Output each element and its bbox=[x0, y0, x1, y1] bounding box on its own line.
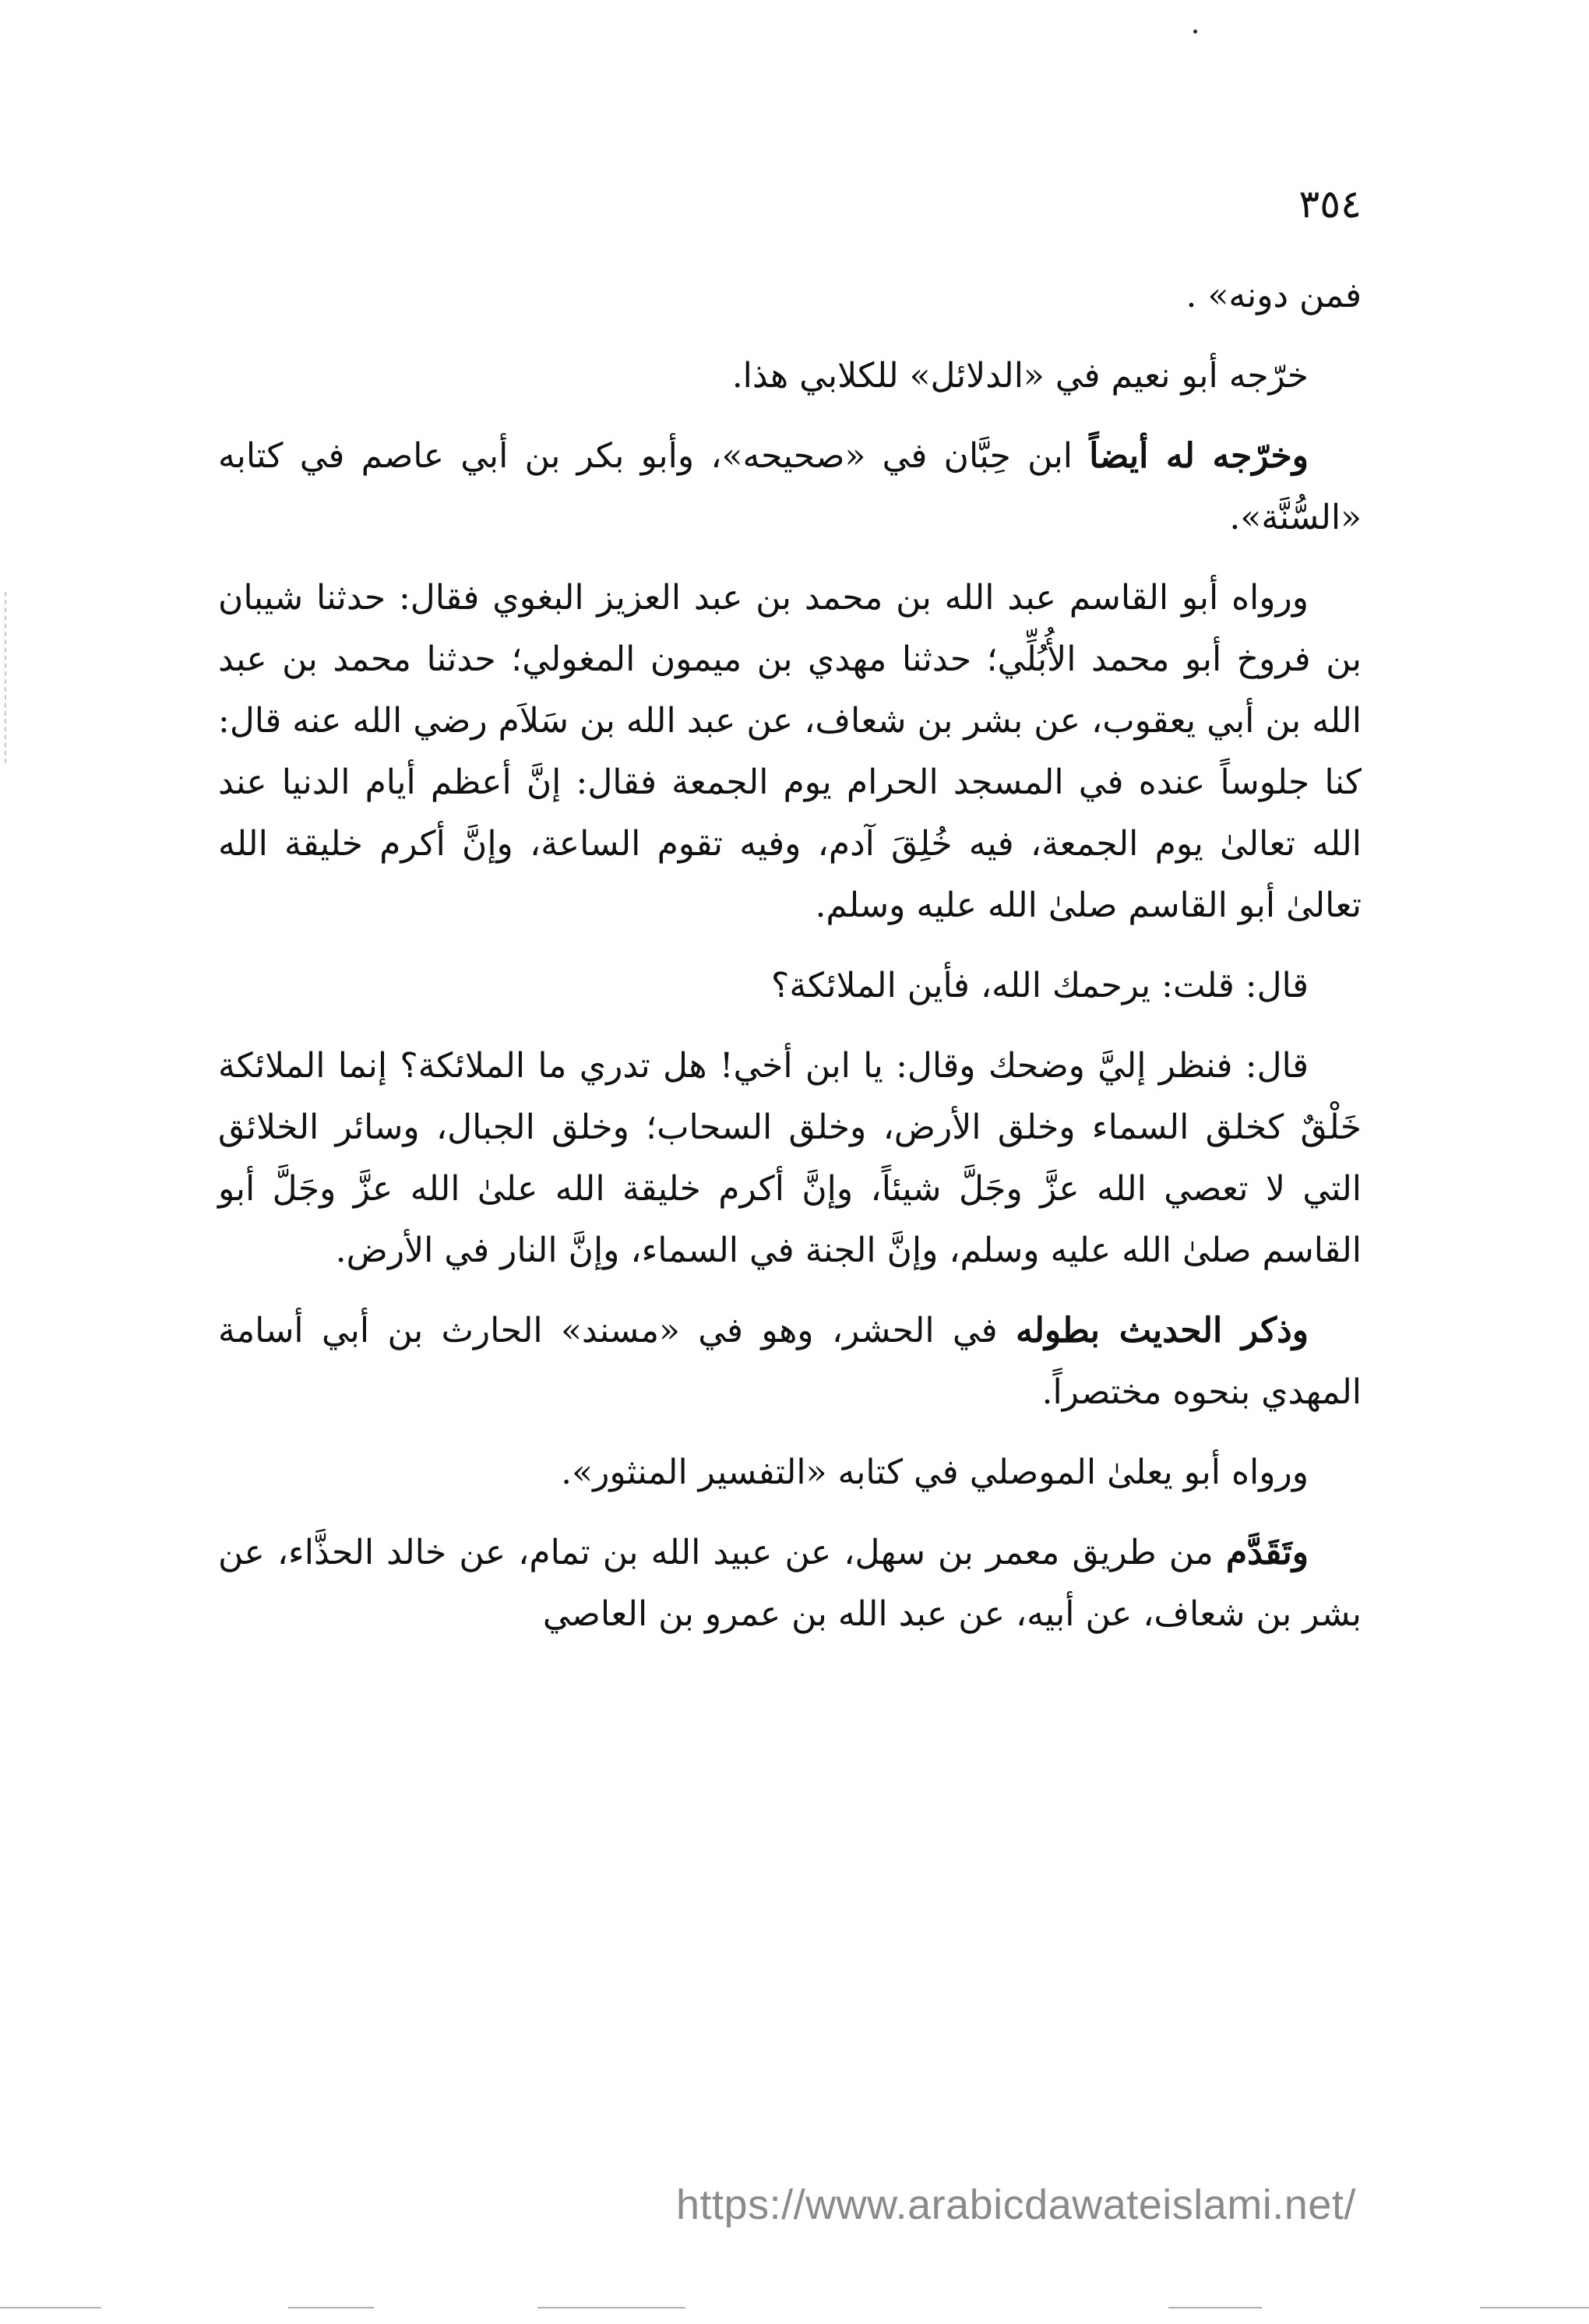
main-text bbox=[218, 265, 1362, 1664]
paragraph-9-text: من طريق معمر بن سهل، عن عبيد الله بن تمام، عن خالد الحذَّاء، عن بشر بن شعاف، عن أبيه، عن عبد الله بن عمرو بن العاصي bbox=[218, 1533, 1362, 1634]
bottom-rule-2 bbox=[288, 2307, 374, 2308]
bottom-rule-4 bbox=[1168, 2307, 1262, 2308]
paragraph-2 bbox=[218, 345, 1362, 407]
paragraph-5 bbox=[218, 955, 1362, 1016]
paragraph-6 bbox=[218, 1035, 1362, 1281]
paragraph-5-text: قال: قلت: يرحمك الله، فأين الملائكة؟ bbox=[770, 966, 1309, 1005]
footer-url: https://www.arabicdawateislami.net/ bbox=[676, 2181, 1356, 2228]
paragraph-1-text: فمن دونه» . bbox=[1186, 276, 1362, 315]
paragraph-3 bbox=[218, 425, 1362, 548]
paragraph-2-text: خرّجه أبو نعيم في «الدلائل» للكلابي هذا. bbox=[731, 356, 1309, 396]
scan-edge-marks bbox=[5, 592, 9, 763]
bottom-rule-5 bbox=[1480, 2307, 1589, 2308]
bottom-rule-1 bbox=[0, 2307, 101, 2308]
paragraph-7-text: في الحشر، وهو في «مسند» الحارث بن أبي أسامة المهدي بنحوه مختصراً. bbox=[218, 1311, 1362, 1412]
paragraph-3-lead: وخرّجه له أيضاً bbox=[1089, 436, 1309, 476]
page-number: ٣٥٤ bbox=[1298, 181, 1362, 227]
paragraph-7-lead: وذكر الحديث بطوله bbox=[1015, 1311, 1309, 1350]
paragraph-4-text: ورواه أبو القاسم عبد الله بن محمد بن عبد العزيز البغوي فقال: حدثنا شيبان بن فروخ أبو محمد الأُبُلِّي؛ حدثنا مهدي بن ميمون المغولي؛ حدثنا محمد بن عبد الله بن أبي يعقوب، عن بشر بن شعاف، عن عبد الله بن سَلاَم رضي الله عنه قال: كنا جلوساً عنده في المسجد الحرام يوم الجمعة فقال: إنَّ أعظم أيام الدنيا عند الله تعالىٰ يوم الجمعة، فيه خُلِقَ آدم، وفيه تقوم الساعة، وإنَّ أكرم خليقة الله تعالىٰ أبو القاسم صلىٰ الله عليه وسلم. bbox=[218, 578, 1362, 925]
paragraph-9-lead: وتَقَدَّم bbox=[1225, 1533, 1309, 1572]
paragraph-7 bbox=[218, 1300, 1362, 1423]
paragraph-8 bbox=[218, 1442, 1362, 1503]
paragraph-1 bbox=[218, 265, 1362, 326]
scan-speck bbox=[1193, 30, 1197, 33]
paragraph-8-text: ورواه أبو يعلىٰ الموصلي في كتابه «التفسير المنثور». bbox=[561, 1452, 1309, 1492]
paragraph-6-text: قال: فنظر إليَّ وضحك وقال: يا ابن أخي! هل تدري ما الملائكة؟ إنما الملائكة خَلْقٌ كخلق السماء وخلق الأرض، وخلق السحاب؛ وخلق الجبال، وسائر الخلائق التي لا تعصي الله عزَّ وجَلَّ شيئاً، وإنَّ أكرم خليقة الله علىٰ الله عزَّ وجَلَّ أبو القاسم صلىٰ الله عليه وسلم، وإنَّ الجنة في السماء، وإنَّ النار في الأرض. bbox=[218, 1046, 1362, 1270]
paragraph-4 bbox=[218, 567, 1362, 936]
paragraph-9 bbox=[218, 1522, 1362, 1645]
paragraph-3-text: ابن حِبَّان في «صحيحه»، وأبو بكر بن أبي عاصم في كتابه «السُّنَّة». bbox=[218, 436, 1362, 537]
bottom-rule-3 bbox=[537, 2307, 685, 2308]
